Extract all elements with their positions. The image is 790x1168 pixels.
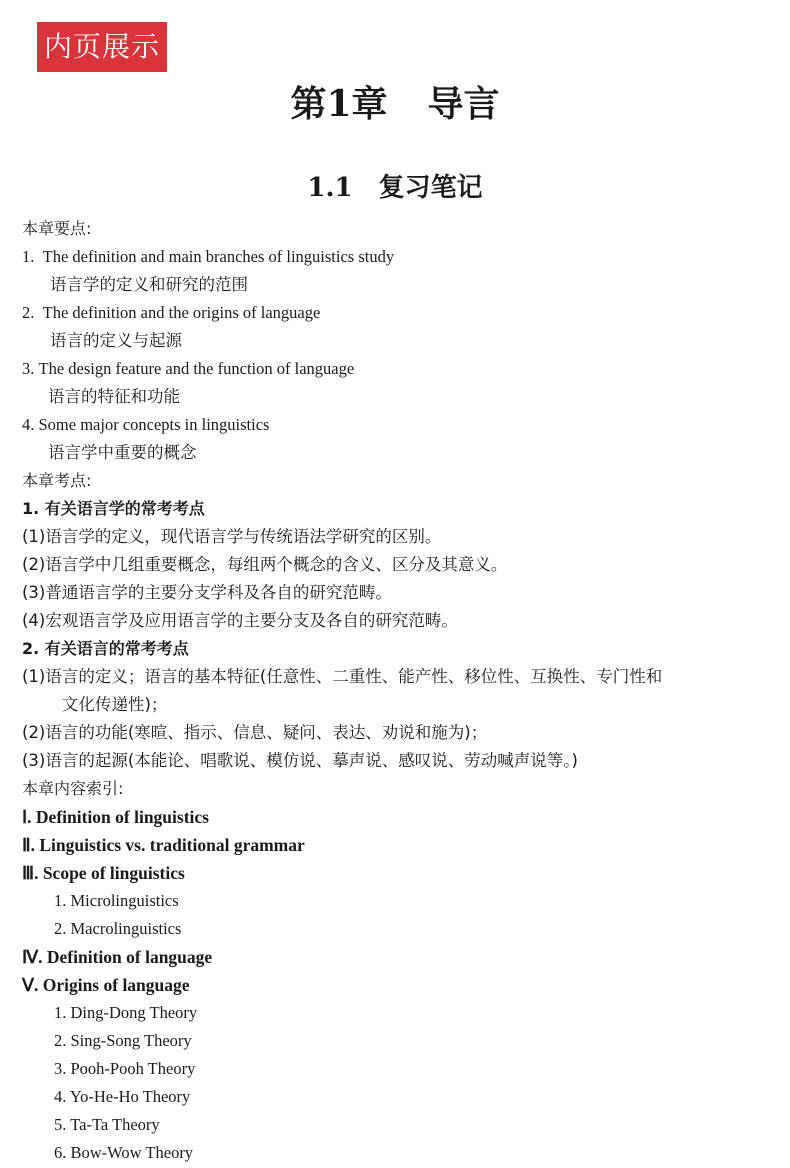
index-subentry: 3. Pooh-Pooh Theory (54, 1059, 196, 1078)
index-heading: 本章内容索引: (22, 779, 124, 798)
index-entry: Ⅴ. Origins of language (22, 975, 190, 995)
key-point-1: 1. The definition and main branches of linguistics study (22, 247, 395, 266)
exam-group-2-title: 2. 有关语言的常考考点 (22, 639, 189, 658)
section-number: 1.1 (307, 173, 353, 203)
key-point-4-zh: 语言学中重要的概念 (48, 443, 197, 462)
chapter-number: 第1章 (290, 83, 388, 125)
key-point-2-zh: 语言的定义与起源 (50, 331, 182, 350)
exam-item: (1)语言学的定义，现代语言学与传统语法学研究的区别。 (22, 527, 442, 546)
exam-item: (2)语言学中几组重要概念，每组两个概念的含义、区分及其意义。 (22, 555, 508, 574)
exam-item: (3)普通语言学的主要分支学科及各自的研究范畴。 (22, 583, 392, 602)
index-subentry: 4. Yo-He-Ho Theory (54, 1087, 191, 1106)
section-title (0, 170, 790, 206)
exam-item-continued: 文化传递性)； (62, 695, 168, 714)
key-point-3-zh: 语言的特征和功能 (48, 387, 180, 406)
exam-group-1-title: 1. 有关语言学的常考考点 (22, 499, 205, 518)
section-name: 复习笔记 (378, 173, 483, 203)
key-point-4: 4. Some major concepts in linguistics (22, 415, 270, 434)
chapter-title (0, 80, 790, 128)
exam-item: (2)语言的功能(寒暄、指示、信息、疑问、表达、劝说和施为)； (22, 723, 488, 742)
index-subentry: 5. Ta-Ta Theory (54, 1115, 160, 1134)
index-entry: Ⅳ. Definition of language (22, 947, 213, 967)
key-point-3: 3. The design feature and the function of language (22, 359, 355, 378)
index-subentry: 2. Sing-Song Theory (54, 1031, 192, 1050)
index-entry: Ⅲ. Scope of linguistics (22, 863, 185, 883)
index-entry: Ⅱ. Linguistics vs. traditional grammar (22, 835, 305, 855)
exam-points-heading: 本章考点: (22, 471, 92, 490)
index-entry: Ⅰ. Definition of linguistics (22, 807, 209, 827)
page-badge: 内页展示 (37, 22, 167, 72)
index-subentry: 6. Bow-Wow Theory (54, 1143, 194, 1162)
index-subentry: 2. Macrolinguistics (54, 919, 182, 938)
key-point-2: 2. The definition and the origins of language (22, 303, 321, 322)
exam-item: (4)宏观语言学及应用语言学的主要分支及各自的研究范畴。 (22, 611, 458, 630)
index-subentry: 1. Microlinguistics (54, 891, 179, 910)
chapter-name: 导言 (427, 83, 500, 125)
document-body (22, 215, 782, 1167)
exam-item: (3)语言的起源(本能论、唱歌说、模仿说、摹声说、感叹说、劳动喊声说等。) (22, 751, 578, 770)
key-points-heading: 本章要点: (22, 219, 92, 238)
index-subentry: 1. Ding-Dong Theory (54, 1003, 198, 1022)
key-point-1-zh: 语言学的定义和研究的范围 (50, 275, 248, 294)
exam-item: (1)语言的定义；语言的基本特征(任意性、二重性、能产性、移位性、互换性、专门性和 (22, 667, 663, 686)
